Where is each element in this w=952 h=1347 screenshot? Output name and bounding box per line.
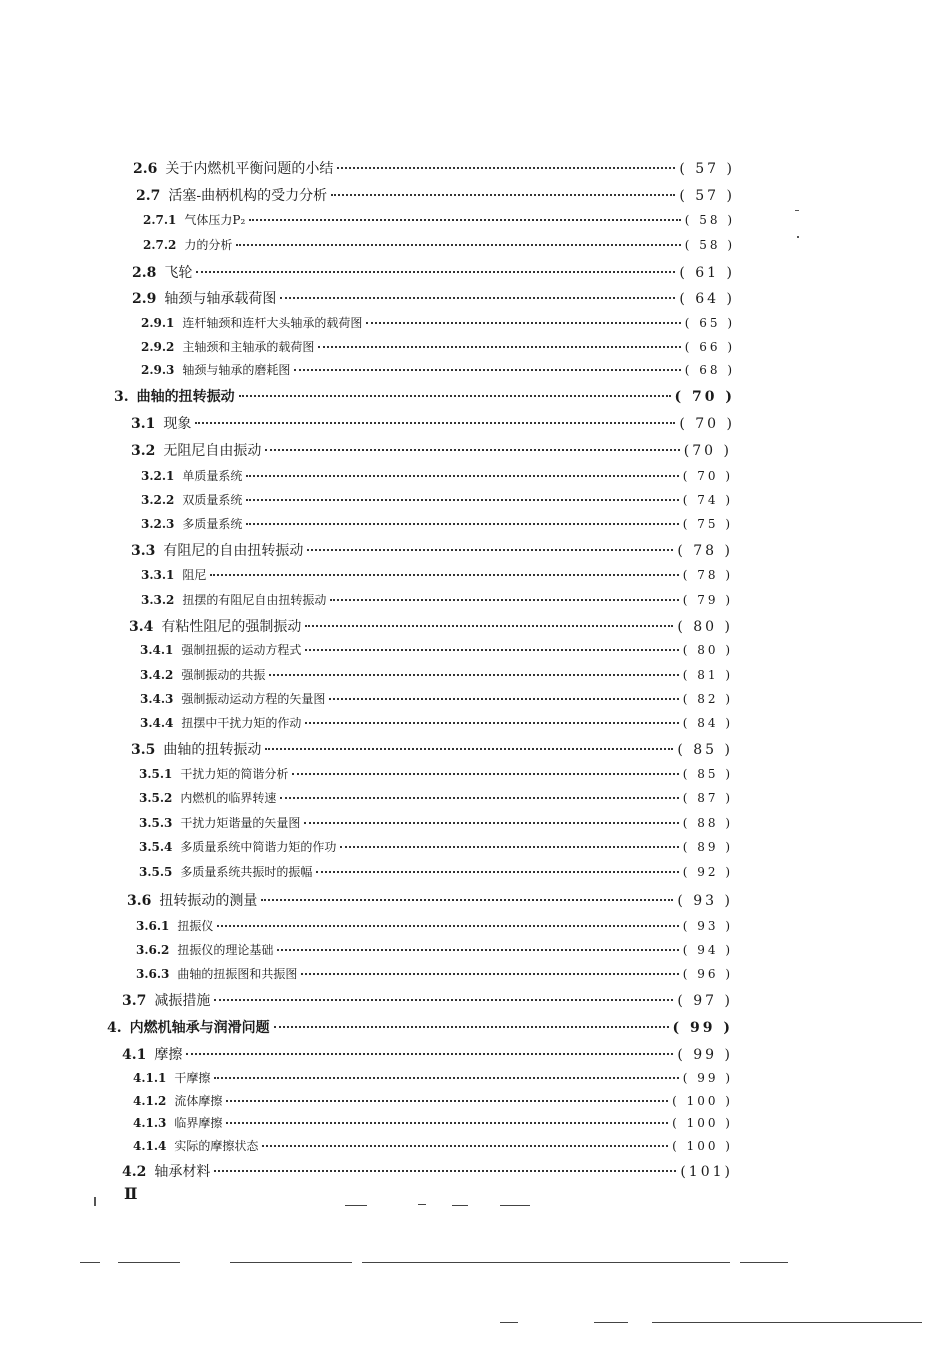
- page-folio: Ⅱ: [124, 1184, 138, 1203]
- toc-entry-title: 多质量系统: [182, 517, 243, 531]
- toc-entry-title: 扭摆中干扰力矩的作动: [181, 716, 302, 730]
- toc-entry-page: ( 81 ): [682, 668, 733, 682]
- toc-entry-title: 扭振仪的理论基础: [177, 943, 274, 957]
- toc-entry-number: 3.5.3: [139, 816, 173, 830]
- toc-entry-number: 2.9.1: [141, 316, 175, 330]
- toc-entry-number: 3.6.2: [136, 943, 170, 957]
- dot-leader: [226, 1122, 668, 1124]
- dot-leader: [292, 773, 678, 775]
- toc-entry-page: ( 100 ): [672, 1139, 733, 1153]
- toc-entry-title: 曲轴的扭振图和共振图: [177, 967, 298, 981]
- toc-entry-page: ( 57 ): [679, 161, 735, 177]
- toc-entry-title: 连杆轴颈和连杆大头轴承的载荷图: [182, 316, 363, 330]
- toc-entry: [140, 641, 733, 658]
- toc-entry-page: ( 82 ): [682, 692, 733, 706]
- toc-entry-page: ( 64 ): [679, 291, 735, 307]
- toc-entry-title: 主轴颈和主轴承的载荷图: [182, 340, 315, 354]
- scan-speck: [94, 1197, 96, 1206]
- toc-entry-number: 4.: [107, 1020, 122, 1036]
- toc-entry-number: 2.9.3: [141, 363, 175, 377]
- toc-entry-number: 3.5.1: [139, 767, 173, 781]
- toc-entry-number: 3.2.2: [141, 493, 175, 507]
- toc-entry: [139, 789, 733, 806]
- toc-entry-page: ( 79 ): [682, 593, 733, 607]
- toc-entry: [122, 1044, 733, 1064]
- toc-entry-number: 4.1.2: [133, 1094, 167, 1108]
- toc-entry-title: 现象: [163, 416, 192, 432]
- toc-entry-number: 2.7.1: [143, 213, 177, 227]
- toc-entry-page: ( 85 ): [682, 767, 733, 781]
- toc-entry-number: 3.2.3: [141, 517, 175, 531]
- toc-entry-title: 干扰力矩谐量的矢量图: [180, 816, 301, 830]
- toc-entry-page: ( 94 ): [682, 943, 733, 957]
- toc-entry: [136, 185, 735, 205]
- toc-entry-number: 3.7: [122, 993, 147, 1009]
- toc-entry: [127, 890, 733, 910]
- dot-leader: [337, 167, 675, 169]
- dot-leader: [249, 219, 680, 221]
- toc-entry-number: 3.1: [131, 416, 156, 432]
- dot-leader: [301, 973, 678, 975]
- toc-entry-page: ( 100 ): [672, 1116, 733, 1130]
- toc-entry-page: ( 78 ): [682, 568, 733, 582]
- dot-leader: [329, 698, 678, 700]
- toc-entry-number: 3.6.1: [136, 919, 170, 933]
- toc-entry: [139, 863, 733, 880]
- toc-entry-page: ( 66 ): [684, 340, 735, 354]
- toc-entry-page: ( 93 ): [682, 919, 733, 933]
- scan-speck: [795, 210, 799, 211]
- toc-entry-number: 3.2.1: [141, 469, 175, 483]
- toc-entry-page: ( 70 ): [674, 389, 735, 405]
- scan-line: [740, 1262, 788, 1263]
- toc-entry-number: 3.4: [129, 619, 154, 635]
- toc-entry-page: ( 99 ): [672, 1020, 733, 1036]
- toc-entry-number: 4.2: [122, 1164, 147, 1180]
- toc-entry: [139, 765, 733, 782]
- dot-leader: [280, 297, 675, 299]
- toc-entry-page: ( 74 ): [682, 493, 733, 507]
- toc-entry: [136, 965, 733, 982]
- dot-leader: [265, 748, 673, 750]
- toc-entry-page: ( 99 ): [682, 1071, 733, 1085]
- scan-speck: [797, 236, 799, 238]
- toc-entry-title: 干摩擦: [174, 1071, 211, 1085]
- toc-entry-number: 2.6: [133, 161, 158, 177]
- toc-entry: [141, 491, 733, 508]
- toc-entry-page: ( 92 ): [682, 865, 733, 879]
- toc-entry: [132, 288, 735, 308]
- toc-entry: [139, 838, 733, 855]
- toc-entry-title: 有粘性阻尼的强制振动: [161, 619, 302, 635]
- toc-entry-title: 实际的摩擦状态: [174, 1139, 259, 1153]
- toc-entry-title: 多质量系统共振时的振幅: [180, 865, 313, 879]
- toc-entry-number: 2.9: [132, 291, 157, 307]
- scan-line: [118, 1262, 180, 1263]
- dot-leader: [294, 369, 680, 371]
- toc-entry-title: 轴承材料: [154, 1164, 211, 1180]
- toc-entry-title: 单质量系统: [182, 469, 243, 483]
- toc-entry-number: 3.4.4: [140, 716, 174, 730]
- toc-entry: [114, 386, 735, 406]
- dot-leader: [304, 822, 678, 824]
- toc-entry-title: 轴颈与轴承的磨耗图: [182, 363, 291, 377]
- toc-entry: [141, 591, 733, 608]
- scan-line: [418, 1204, 426, 1205]
- toc-entry-title: 有阻尼的自由扭转振动: [163, 543, 304, 559]
- toc-entry: [141, 314, 735, 331]
- toc-entry-number: 3.3.1: [141, 568, 175, 582]
- toc-entry-title: 阻尼: [182, 568, 207, 582]
- scan-line: [230, 1262, 352, 1263]
- dot-leader: [217, 925, 678, 927]
- toc-entry-number: 3.3.2: [141, 593, 175, 607]
- toc-entry: [136, 941, 733, 958]
- toc-entry: [133, 1092, 733, 1109]
- toc-entry-page: ( 88 ): [682, 816, 733, 830]
- dot-leader: [318, 346, 680, 348]
- toc-entry-number: 3.3: [131, 543, 156, 559]
- toc-entry-page: (70 ): [683, 443, 732, 459]
- toc-entry: [139, 814, 733, 831]
- toc-entry: [122, 1161, 733, 1181]
- toc-entry-number: 3.6: [127, 893, 152, 909]
- scan-line: [345, 1205, 367, 1206]
- toc-entry: [143, 236, 735, 253]
- toc-entry-title: 强制扭振的运动方程式: [181, 643, 302, 657]
- toc-entry-number: 4.1.1: [133, 1071, 167, 1085]
- dot-leader: [195, 422, 675, 424]
- dot-leader: [366, 322, 680, 324]
- scan-line: [500, 1205, 530, 1206]
- dot-leader: [280, 797, 678, 799]
- toc-entry-page: ( 99 ): [677, 1047, 733, 1063]
- toc-entry-number: 3.5.4: [139, 840, 173, 854]
- dot-leader: [340, 846, 678, 848]
- toc-entry: [133, 1114, 733, 1131]
- dot-leader: [274, 1026, 669, 1028]
- dot-leader: [239, 395, 671, 397]
- dot-leader: [186, 1053, 673, 1055]
- toc-entry: [143, 211, 735, 228]
- dot-leader: [305, 722, 678, 724]
- toc-entry-title: 曲轴的扭转振动: [136, 389, 235, 405]
- toc-entry-page: ( 68 ): [684, 363, 735, 377]
- toc-entry-title: 扭振仪: [177, 919, 214, 933]
- toc-entry-title: 力的分析: [184, 238, 233, 252]
- toc-entry-number: 4.1: [122, 1047, 147, 1063]
- toc-entry-page: ( 75 ): [682, 517, 733, 531]
- toc-entry-number: 2.7: [136, 188, 161, 204]
- toc-entry-title: 无阻尼自由振动: [163, 443, 262, 459]
- toc-entry-page: ( 84 ): [682, 716, 733, 730]
- toc-entry-title: 扭转振动的测量: [159, 893, 258, 909]
- toc-entry-page: ( 93 ): [677, 893, 733, 909]
- toc-entry-title: 减振措施: [154, 993, 211, 1009]
- dot-leader: [214, 1170, 676, 1172]
- toc-entry-number: 3.5.2: [139, 791, 173, 805]
- toc-entry-title: 流体摩擦: [174, 1094, 223, 1108]
- toc-entry-title: 摩擦: [154, 1047, 183, 1063]
- toc-entry-page: ( 58 ): [684, 238, 735, 252]
- toc-entry-number: 4.1.4: [133, 1139, 167, 1153]
- toc-entry-title: 多质量系统中简谐力矩的作功: [180, 840, 337, 854]
- toc-entry: [122, 990, 733, 1010]
- toc-entry-number: 2.8: [132, 265, 157, 281]
- dot-leader: [214, 999, 673, 1001]
- scan-line: [452, 1205, 468, 1206]
- toc-entry-page: ( 70 ): [682, 469, 733, 483]
- toc-entry-number: 3.2: [131, 443, 156, 459]
- toc-entry: [141, 566, 733, 583]
- toc-entry: [132, 262, 735, 282]
- dot-leader: [226, 1100, 668, 1102]
- toc-entry-page: ( 87 ): [682, 791, 733, 805]
- toc-entry: [107, 1017, 733, 1037]
- dot-leader: [261, 899, 673, 901]
- toc-entry-page: (101): [680, 1164, 733, 1180]
- dot-leader: [210, 574, 678, 576]
- toc-entry-number: 3.4.2: [140, 668, 174, 682]
- toc-entry: [133, 1137, 733, 1154]
- toc-entry: [136, 917, 733, 934]
- toc-entry: [133, 1069, 733, 1086]
- toc-entry-number: 3.4.1: [140, 643, 174, 657]
- dot-leader: [307, 549, 673, 551]
- dot-leader: [277, 949, 678, 951]
- toc-entry-title: 内燃机的临界转速: [180, 791, 277, 805]
- toc-entry: [140, 690, 733, 707]
- toc-entry-title: 曲轴的扭转振动: [163, 742, 262, 758]
- toc-entry-number: 2.9.2: [141, 340, 175, 354]
- toc-entry-number: 3.5.5: [139, 865, 173, 879]
- toc-entry: [131, 739, 733, 759]
- toc-entry-page: ( 70 ): [679, 416, 735, 432]
- dot-leader: [330, 599, 678, 601]
- scan-line: [500, 1322, 518, 1323]
- dot-leader: [316, 871, 678, 873]
- toc-entry-page: ( 80 ): [682, 643, 733, 657]
- toc-entry-number: 3.4.3: [140, 692, 174, 706]
- scan-line: [80, 1262, 100, 1263]
- toc-entry-title: 强制振动运动方程的矢量图: [181, 692, 326, 706]
- toc-entry: [141, 361, 735, 378]
- dot-leader: [214, 1077, 678, 1079]
- dot-leader: [269, 674, 678, 676]
- toc-entry-page: ( 58 ): [684, 213, 735, 227]
- toc-entry-page: ( 78 ): [677, 543, 733, 559]
- toc-entry-page: ( 89 ): [682, 840, 733, 854]
- dot-leader: [305, 625, 673, 627]
- scan-line: [362, 1262, 730, 1263]
- toc-entry-page: ( 65 ): [684, 316, 735, 330]
- dot-leader: [196, 271, 675, 273]
- toc-entry-title: 扭摆的有阻尼自由扭转振动: [182, 593, 327, 607]
- toc-entry-page: ( 61 ): [679, 265, 735, 281]
- toc-entry: [133, 158, 735, 178]
- toc-entry-title: 轴颈与轴承载荷图: [164, 291, 277, 307]
- toc-entry: [141, 338, 735, 355]
- toc-entry: [131, 440, 732, 460]
- dot-leader: [246, 499, 678, 501]
- toc-entry-page: ( 96 ): [682, 967, 733, 981]
- scan-line: [652, 1322, 922, 1323]
- dot-leader: [246, 475, 678, 477]
- toc-entry-title: 强制振动的共振: [181, 668, 266, 682]
- toc-entry-number: 2.7.2: [143, 238, 177, 252]
- toc-entry: [141, 515, 733, 532]
- toc-entry-number: 3.: [114, 389, 129, 405]
- scan-line: [594, 1322, 628, 1323]
- toc-entry-page: ( 97 ): [677, 993, 733, 1009]
- toc-entry-page: ( 100 ): [672, 1094, 733, 1108]
- toc-entry-page: ( 85 ): [677, 742, 733, 758]
- dot-leader: [246, 523, 678, 525]
- toc-entry: [140, 666, 733, 683]
- dot-leader: [305, 649, 678, 651]
- toc-entry-page: ( 57 ): [679, 188, 735, 204]
- toc-entry-title: 内燃机轴承与润滑问题: [129, 1020, 270, 1036]
- toc-entry-page: ( 80 ): [677, 619, 733, 635]
- toc-entry-number: 4.1.3: [133, 1116, 167, 1130]
- toc-entry-number: 3.6.3: [136, 967, 170, 981]
- dot-leader: [236, 244, 680, 246]
- dot-leader: [331, 194, 675, 196]
- toc-entry: [141, 467, 733, 484]
- toc-entry: [131, 413, 735, 433]
- toc-entry: [131, 540, 733, 560]
- toc-entry-title: 关于内燃机平衡问题的小结: [165, 161, 334, 177]
- toc-entry-title: 双质量系统: [182, 493, 243, 507]
- dot-leader: [262, 1145, 668, 1147]
- toc-entry-number: 3.5: [131, 742, 156, 758]
- toc-entry-title: 飞轮: [164, 265, 193, 281]
- dot-leader: [265, 449, 679, 451]
- toc-entry: [129, 616, 733, 636]
- toc-entry-title: 活塞-曲柄机构的受力分析: [168, 188, 328, 204]
- toc-entry-title: 临界摩擦: [174, 1116, 223, 1130]
- toc-entry-title: 干扰力矩的简谐分析: [180, 767, 289, 781]
- toc-entry-title: 气体压力P₂: [184, 213, 246, 227]
- toc-entry: [140, 714, 733, 731]
